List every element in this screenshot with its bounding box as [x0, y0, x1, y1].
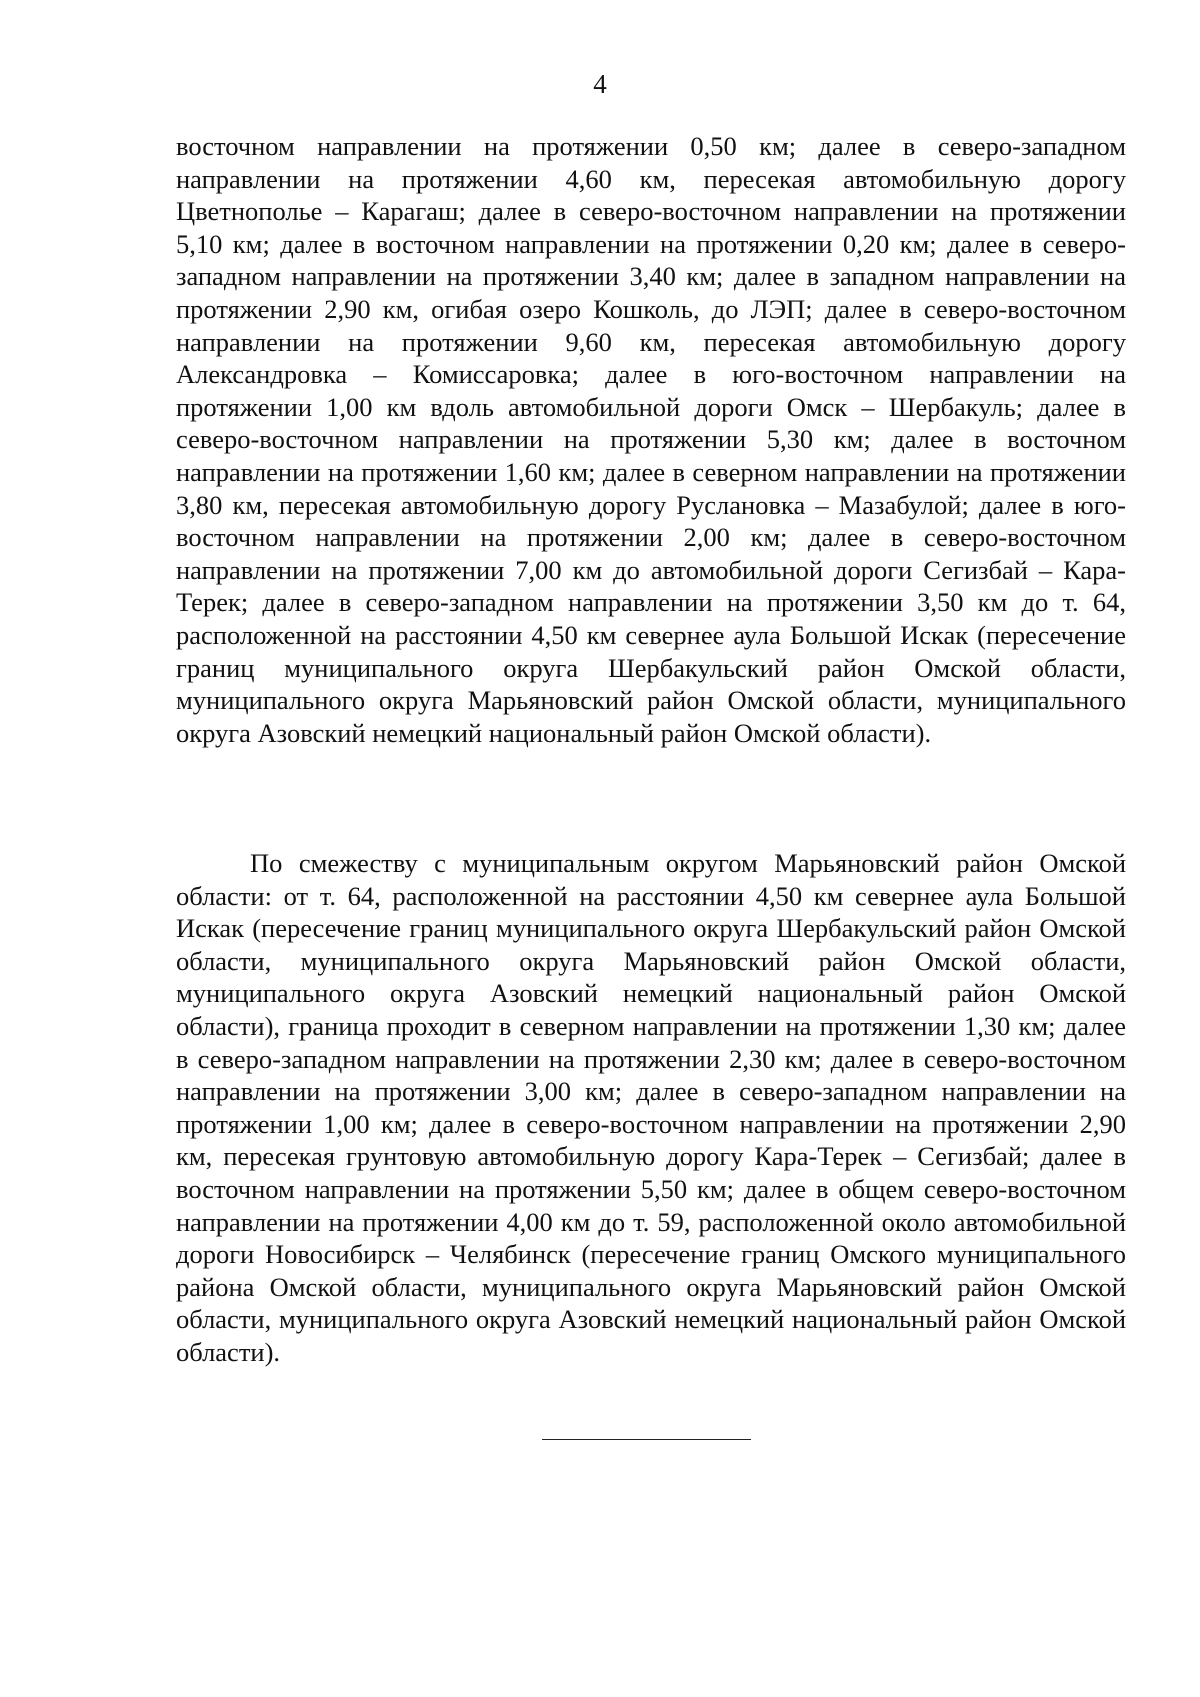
paragraph-boundary-marianovsky: По смежеству с муниципальным округом Марьяновский район Омской области: от т. 64, расположенной на расстоянии 4,50 км севернее аула Большой Искак (пересечение границ муниципального округа Шербакульский район Омской области, муниципального округа Марьяновский район Омской области, муниципального округа Азовский немецкий национальный район Омской области), граница проходит в северном направлении на протяжении 1,30 км; далее в северо-западном направлении на протяжении 2,30 км; далее в северо-восточном направлении на протяжении 3,00 км; далее в северо-западном направлении на протяжении 1,00 км; далее в северо-восточном направлении на протяжении 2,90 км, пересекая грунтовую автомобильную дорогу Кара-Терек – Сегизбай; далее в восточном направлении на протяжении 5,50 км; далее в общем северо-восточном направлении на протяжении 4,00 км до т. 59, расположенной около автомобильной дороги Новосибирск – Челябинск (пересечение границ Омского муниципального района Омской области, муниципального округа Марьяновский район Омской области, муниципального округа Азовский немецкий национальный район Омской области). [176, 848, 1126, 1367]
page-number: 4 [593, 69, 607, 99]
end-separator-line [542, 1439, 751, 1440]
paragraph-boundary-description-continued: восточном направлении на протяжении 0,50 км; далее в северо-западном направлении на протяжении 4,60 км, пересекая автомобильную дорогу Цветнополье – Карагаш; далее в северо-восточном направлении на протяжении 5,10 км; далее в восточном направлении на протяжении 0,20 км; далее в северо-западном направлении на протяжении 3,40 км; далее в западном направлении на протяжении 2,90 км, огибая озеро Кошколь, до ЛЭП; далее в северо-восточном направлении на протяжении 9,60 км, пересекая автомобильную дорогу Александровка – Комиссаровка; далее в юго-восточном направлении на протяжении 1,00 км вдоль автомобильной дороги Омск – Шербакуль; далее в северо-восточном направлении на протяжении 5,30 км; далее в восточном направлении на протяжении 1,60 км; далее в северном направлении на протяжении 3,80 км, пересекая автомобильную дорогу Руслановка – Мазабулой; далее в юго-восточном направлении на протяжении 2,00 км; далее в северо-восточном направлении на протяжении 7,00 км до автомобильной дороги Сегизбай – Кара-Терек; далее в северо-западном направлении на протяжении 3,50 км до т. 64, расположенной на расстоянии 4,50 км севернее аула Большой Искак (пересечение границ муниципального округа Шербакульский район Омской области, муниципального округа Марьяновский район Омской области, муниципального округа Азовский немецкий национальный район Омской области). [176, 131, 1126, 748]
